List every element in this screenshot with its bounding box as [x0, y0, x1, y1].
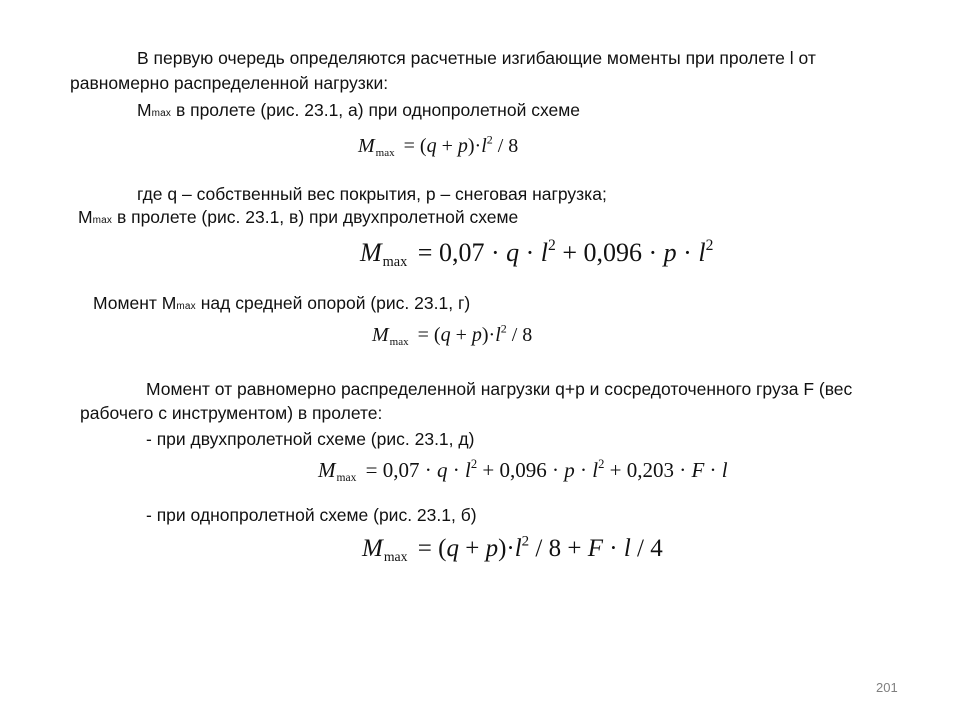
var-f: F: [587, 535, 603, 562]
var-m: M: [358, 135, 375, 157]
paragraph-line: равномерно распределенной нагрузки:: [70, 73, 389, 93]
op: = (: [412, 324, 441, 346]
op: +: [458, 535, 486, 562]
var-l: l: [481, 135, 487, 157]
subscript-max: max: [375, 146, 395, 159]
var-l: l: [721, 458, 728, 482]
moment-middle-support-label: [93, 292, 470, 318]
formula-4: [318, 458, 728, 484]
label-text: над средней опорой (рис. 23.1, г): [195, 293, 471, 313]
op: = 0,07 ·: [360, 458, 437, 482]
var-l: l: [514, 535, 522, 562]
label-text: в пролете (рис. 23.1, а) при однопролетной схеме: [171, 100, 581, 120]
var-l: l: [464, 458, 471, 482]
op: = (: [398, 135, 427, 157]
op: ·: [519, 238, 541, 267]
var-p: p: [663, 238, 677, 267]
subscript-max: max: [92, 215, 113, 226]
exponent: 2: [598, 457, 605, 472]
subscript-max: max: [383, 548, 408, 564]
symbol-m: M: [137, 100, 152, 120]
op: ·: [574, 458, 593, 482]
var-q: q: [446, 535, 459, 562]
op: = (: [411, 535, 447, 562]
var-l: l: [495, 324, 501, 346]
var-p: p: [564, 458, 575, 482]
op: / 8: [506, 324, 533, 346]
op: = 0,07 ·: [411, 238, 507, 267]
symbol-m: M: [78, 207, 93, 227]
label-text: в пролете (рис. 23.1, в) при двухпролетной схеме: [112, 207, 519, 227]
var-m: M: [362, 535, 383, 562]
paragraph-line: - при однопролетной схеме (рис. 23.1, б): [146, 505, 477, 525]
subscript-max: max: [382, 254, 408, 270]
op: + 0,096 ·: [555, 238, 664, 267]
var-l: l: [540, 238, 549, 267]
var-p: p: [471, 324, 482, 346]
op: + 0,096 ·: [477, 458, 565, 482]
op: + 0,203 ·: [604, 458, 692, 482]
formula-3: [372, 321, 533, 348]
op: ·: [676, 238, 699, 267]
op: +: [450, 324, 472, 346]
op: / 8: [492, 135, 519, 157]
op: ·: [447, 458, 465, 482]
moment-in-span-single-label: [137, 99, 580, 125]
subscript-max: max: [176, 301, 196, 312]
op: / 4: [630, 535, 663, 562]
var-p: p: [457, 135, 468, 157]
var-m: M: [360, 238, 382, 267]
exponent: 2: [500, 321, 507, 336]
paragraph-line: В первую очередь определяются расчетные изгибающие моменты при пролете l от: [137, 48, 816, 68]
op: )·: [498, 535, 515, 562]
subscript-max: max: [336, 472, 357, 485]
formula-1: [358, 132, 519, 159]
label-text: Момент М: [93, 293, 177, 313]
var-l: l: [623, 535, 631, 562]
var-m: M: [372, 324, 389, 346]
var-q: q: [426, 135, 437, 157]
var-q: q: [436, 458, 448, 482]
exponent: 2: [486, 132, 493, 147]
exponent: 2: [470, 457, 478, 472]
paragraph-line: Момент от равномерно распределенной нагрузки q+p и сосредоточенного груза F (вес: [146, 379, 853, 399]
var-l: l: [698, 238, 706, 267]
paragraph-line: - при двухпролетной схеме (рис. 23.1, д): [146, 429, 475, 449]
page-number: 201: [876, 680, 898, 695]
op: )·: [467, 135, 482, 157]
paragraph-line: рабочего с инструментом) в пролете:: [80, 403, 383, 423]
moment-in-span-double-label: [78, 206, 518, 232]
var-l: l: [592, 458, 599, 482]
formula-5: [362, 535, 663, 565]
op: +: [436, 135, 458, 157]
where-clause: где q – собственный вес покрытия, р – снеговая нагрузка;: [137, 184, 607, 204]
subscript-max: max: [389, 335, 409, 348]
op: ·: [704, 458, 722, 482]
exponent: 2: [521, 533, 530, 550]
exponent: 2: [548, 237, 556, 255]
op: / 8 +: [529, 535, 588, 562]
formula-2: [360, 238, 713, 271]
exponent: 2: [705, 237, 714, 255]
var-q: q: [440, 324, 451, 346]
op: ·: [603, 535, 624, 562]
subscript-max: max: [151, 108, 172, 119]
var-f: F: [691, 458, 705, 482]
var-q: q: [506, 238, 520, 267]
var-p: p: [485, 535, 499, 562]
var-m: M: [318, 458, 336, 482]
op: )·: [481, 324, 496, 346]
